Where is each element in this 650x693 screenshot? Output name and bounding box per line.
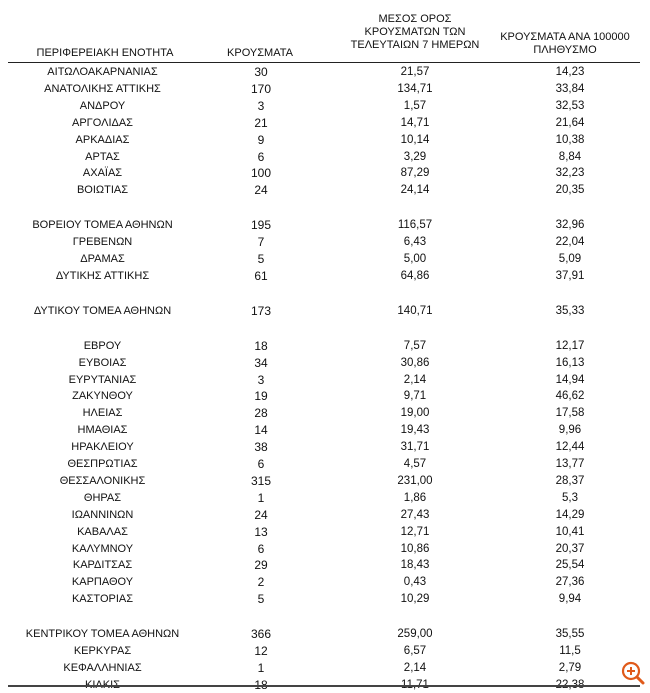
table-row (0, 372, 650, 388)
cell-avg: 24,14 (400, 184, 430, 197)
cell-per100k: 14,29 (555, 508, 585, 521)
cell-avg: 2,14 (403, 661, 427, 674)
cell-per100k: 32,23 (555, 167, 585, 180)
cell-per100k: 5,3 (562, 491, 578, 504)
table-row (0, 81, 650, 97)
table-row (0, 541, 650, 557)
cell-per100k: 21,64 (555, 116, 585, 129)
cell-cases: 173 (250, 303, 272, 318)
cell-per100k: 32,96 (555, 219, 585, 232)
cell-cases: 7 (257, 235, 265, 250)
cell-cases: 5 (257, 252, 265, 266)
cell-cases: 19 (254, 389, 268, 404)
cell-cases: 170 (250, 81, 272, 96)
cell-avg: 10,14 (400, 133, 430, 146)
cell-per100k: 22,04 (555, 236, 585, 249)
cell-cases: 9 (257, 132, 265, 147)
cell-region: ΚΕΦΑΛΛΗΝΙΑΣ (63, 661, 142, 674)
cell-per100k: 8,84 (558, 150, 582, 163)
cell-avg: 9,71 (403, 390, 427, 403)
cell-avg: 18,43 (400, 559, 430, 572)
cell-per100k: 13,77 (555, 458, 585, 470)
cell-per100k: 25,54 (555, 559, 585, 572)
cell-avg: 0,43 (403, 576, 427, 589)
header-per100k: ΚΡΟΥΣΜΑΤΑ ΑΝΑ 100000 ΠΛΗΘΥΣΜΟ (500, 31, 630, 56)
table-row (0, 507, 650, 523)
table-row (0, 64, 650, 80)
table-row (0, 439, 650, 455)
table-row (0, 182, 650, 198)
cell-per100k: 32,53 (555, 99, 585, 112)
cell-region: ΕΒΡΟΥ (83, 339, 122, 352)
cell-per100k: 20,35 (555, 184, 585, 197)
table-row (0, 473, 650, 489)
cell-per100k: 5,09 (558, 253, 582, 265)
cell-region: ΚΑΛΥΜΝΟΥ (71, 542, 134, 555)
cell-region: ΗΡΑΚΛΕΙΟΥ (71, 441, 134, 454)
cell-cases: 61 (254, 268, 268, 283)
cell-avg: 64,86 (400, 269, 430, 282)
cell-per100k: 14,94 (555, 373, 585, 386)
table-row (0, 626, 650, 642)
cell-region: ΑΡΚΑΔΙΑΣ (75, 133, 130, 146)
cell-region: ΑΙΤΩΛΟΑΚΑΡΝΑΝΙΑΣ (47, 66, 158, 78)
cell-region: ΑΡΤΑΣ (85, 150, 120, 163)
cell-avg: 12,71 (400, 525, 430, 538)
cell-avg: 19,43 (400, 424, 430, 437)
table-row (0, 217, 650, 233)
cell-cases: 24 (254, 183, 268, 198)
cell-region: ΚΑΡΠΑΘΟΥ (71, 576, 134, 589)
cell-cases: 195 (250, 218, 272, 233)
cell-cases: 366 (250, 627, 272, 642)
cell-cases: 3 (257, 98, 265, 113)
table-row (0, 115, 650, 131)
table-row (0, 456, 650, 472)
cell-avg: 140,71 (397, 304, 433, 317)
table-row (0, 591, 650, 607)
table-row (0, 251, 650, 267)
cell-region: ΘΕΣΠΡΩΤΙΑΣ (67, 458, 138, 470)
table-row (0, 490, 650, 506)
cell-avg: 4,57 (403, 458, 427, 470)
cell-cases: 38 (254, 440, 268, 455)
cell-per100k: 14,23 (555, 66, 585, 78)
cell-per100k: 10,41 (555, 525, 585, 538)
cell-region: ΘΗΡΑΣ (83, 491, 122, 504)
cell-region: ΗΛΕΙΑΣ (82, 407, 123, 420)
cell-region: ΘΕΣΣΑΛΟΝΙΚΗΣ (59, 474, 146, 487)
cell-region: ΑΝΑΤΟΛΙΚΗΣ ΑΤΤΙΚΗΣ (44, 82, 161, 95)
cell-region: ΔΥΤΙΚΗΣ ΑΤΤΙΚΗΣ (55, 269, 150, 282)
cell-avg: 14,71 (400, 116, 430, 129)
cell-cases: 1 (257, 660, 265, 675)
cell-avg: 1,57 (403, 99, 427, 112)
cell-cases: 5 (257, 592, 265, 607)
table-row (0, 132, 650, 148)
table-row (0, 524, 650, 540)
cell-region: ΖΑΚΥΝΘΟΥ (72, 390, 133, 403)
cell-region: ΚΑΣΤΟΡΙΑΣ (71, 593, 134, 606)
cell-region: ΗΜΑΘΙΑΣ (77, 424, 128, 437)
cell-per100k: 2,79 (558, 661, 582, 674)
cell-region: ΕΥΒΟΙΑΣ (78, 356, 127, 369)
cell-cases: 21 (254, 115, 268, 130)
cell-cases: 2 (257, 575, 265, 590)
cell-region: ΚΑΡΔΙΤΣΑΣ (72, 559, 133, 572)
table-row (0, 303, 650, 319)
table-row (0, 338, 650, 354)
cell-per100k: 10,38 (555, 133, 585, 146)
cell-per100k: 9,94 (558, 593, 582, 606)
table-row (0, 405, 650, 421)
header-avg: ΜΕΣΟΣ ΟΡΟΣ ΚΡΟΥΣΜΑΤΩΝ ΤΩΝ ΤΕΛΕΥΤΑΙΩΝ 7 ΗΜΕΡΩΝ (350, 13, 480, 51)
cell-avg: 10,29 (400, 593, 430, 606)
cell-avg: 3,29 (403, 150, 427, 163)
cell-per100k: 28,37 (555, 474, 585, 487)
table-row (0, 355, 650, 371)
cell-avg: 116,57 (397, 219, 433, 232)
table-row (0, 234, 650, 250)
cell-per100k: 12,17 (555, 339, 585, 352)
cell-region: ΑΝΔΡΟΥ (79, 99, 126, 112)
table-row (0, 268, 650, 284)
cell-region: ΓΡΕΒΕΝΩΝ (72, 236, 133, 249)
cell-region: ΒΟΡΕΙΟΥ ΤΟΜΕΑ ΑΘΗΝΩΝ (32, 219, 173, 232)
cell-per100k: 33,84 (555, 82, 585, 95)
cell-region: ΕΥΡΥΤΑΝΙΑΣ (68, 373, 137, 386)
cell-cases: 12 (254, 644, 268, 658)
cell-cases: 34 (254, 355, 268, 370)
cell-region: ΑΧΑΪΑΣ (82, 167, 123, 180)
cell-per100k: 35,55 (555, 628, 585, 641)
cell-cases: 13 (254, 524, 268, 539)
cell-avg: 231,00 (397, 474, 433, 487)
cell-cases: 100 (250, 166, 272, 181)
cell-avg: 259,00 (397, 628, 433, 641)
cell-avg: 2,14 (403, 373, 427, 386)
cell-avg: 19,00 (400, 407, 430, 420)
cell-region: ΔΥΤΙΚΟΥ ΤΟΜΕΑ ΑΘΗΝΩΝ (33, 304, 172, 317)
cell-avg: 1,86 (403, 491, 427, 504)
table-row (0, 660, 650, 676)
cell-region: ΑΡΓΟΛΙΔΑΣ (72, 116, 133, 129)
table-row (0, 643, 650, 659)
cell-avg: 31,71 (400, 441, 430, 454)
cell-avg: 6,57 (403, 645, 427, 657)
cell-avg: 6,43 (403, 236, 427, 249)
cell-avg: 10,86 (400, 542, 430, 555)
cell-cases: 6 (257, 541, 265, 556)
cell-avg: 30,86 (400, 356, 430, 369)
table-row (0, 149, 650, 165)
cell-cases: 6 (257, 457, 265, 471)
cell-cases: 29 (254, 558, 268, 573)
table-row (0, 422, 650, 438)
cell-per100k: 9,96 (558, 424, 582, 437)
table-row (0, 98, 650, 114)
bottom-rule (8, 685, 640, 687)
cell-per100k: 16,13 (555, 356, 585, 369)
cell-cases: 3 (257, 372, 265, 387)
cell-per100k: 20,37 (555, 542, 585, 555)
table-row (0, 557, 650, 573)
cell-per100k: 35,33 (555, 304, 585, 317)
cell-region: ΔΡΑΜΑΣ (80, 253, 125, 265)
cell-region: ΙΩΑΝΝΙΝΩΝ (71, 508, 134, 521)
cell-avg: 5,00 (403, 253, 427, 265)
cell-per100k: 27,36 (555, 576, 585, 589)
header-rule (8, 62, 640, 63)
cell-avg: 21,57 (400, 66, 430, 78)
table-row (0, 388, 650, 404)
cell-per100k: 17,58 (555, 407, 585, 420)
cell-per100k: 37,91 (555, 269, 585, 282)
cell-per100k: 12,44 (555, 441, 585, 454)
header-region: ΠΕΡΙΦΕΡΕΙΑΚΗ ΕΝΟΤΗΤΑ (36, 47, 174, 59)
table-row (0, 165, 650, 181)
cell-avg: 134,71 (397, 82, 433, 95)
cell-cases: 14 (254, 423, 268, 438)
cell-per100k: 46,62 (555, 390, 585, 403)
cell-region: ΚΕΝΤΡΙΚΟΥ ΤΟΜΕΑ ΑΘΗΝΩΝ (25, 628, 180, 641)
cell-cases: 24 (254, 507, 268, 522)
cell-region: ΒΟΙΩΤΙΑΣ (76, 184, 129, 197)
table-row (0, 574, 650, 590)
cell-cases: 1 (257, 490, 265, 505)
cell-per100k: 11,5 (559, 645, 581, 657)
cell-region: ΚΑΒΑΛΑΣ (77, 525, 128, 538)
cell-avg: 7,57 (403, 339, 427, 352)
cell-avg: 87,29 (400, 167, 430, 180)
cell-cases: 30 (254, 65, 268, 79)
cell-cases: 18 (254, 338, 268, 353)
cell-avg: 27,43 (400, 508, 430, 521)
cell-region: ΚΕΡΚΥΡΑΣ (73, 645, 132, 657)
cell-cases: 6 (257, 149, 265, 164)
header-cases: ΚΡΟΥΣΜΑΤΑ (227, 47, 293, 59)
cell-cases: 28 (254, 406, 268, 421)
cell-cases: 315 (250, 473, 272, 488)
zoom-in-icon[interactable] (620, 660, 646, 686)
